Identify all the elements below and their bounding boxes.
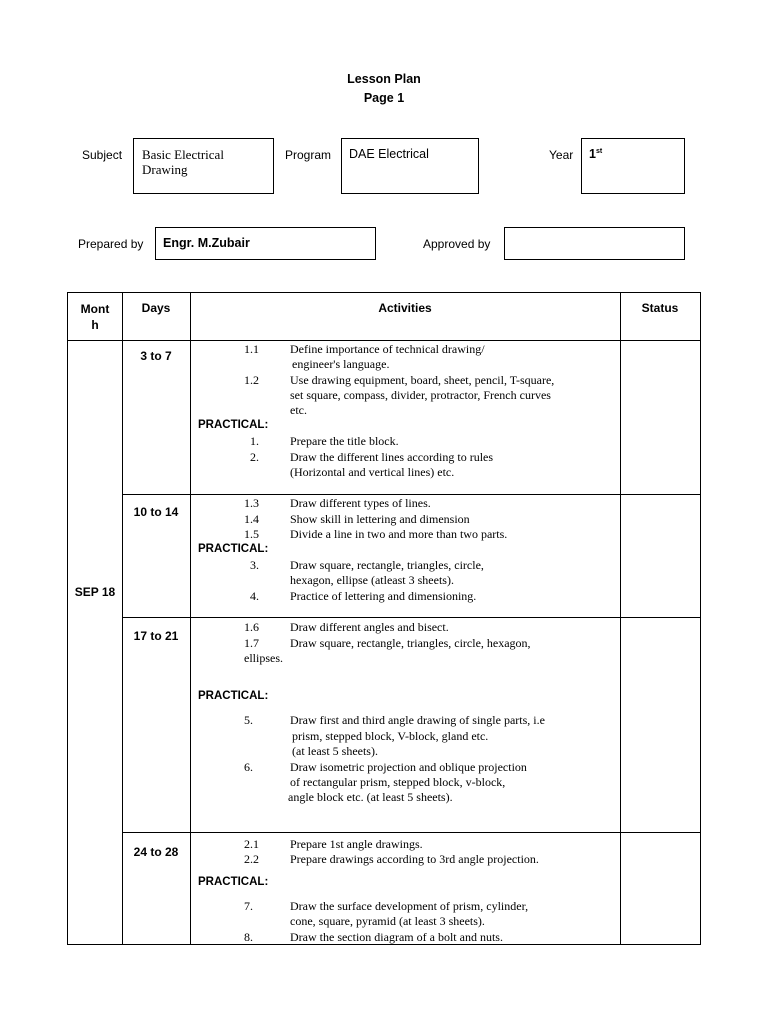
activity-line: prism, stepped block, V-block, gland etc. [292,729,489,743]
approved-by-box [504,227,685,260]
activity-line: Draw isometric projection and oblique projection [290,760,527,774]
activity-line: Prepare the title block. [290,434,399,448]
year-value: 1st [589,147,603,161]
subject-value-line2: Drawing [142,162,188,177]
activity-line: (at least 5 sheets). [292,744,378,758]
col-header-month: Mont h [80,302,110,332]
activity-line: Draw first and third angle drawing of single parts, i.e [290,713,545,727]
item-number: 5. [244,713,253,727]
program-box [341,138,479,194]
activity-line: Draw different types of lines. [290,496,431,510]
page-number: Page 1 [363,91,405,105]
prepared-by-box [155,227,376,260]
item-number: 1.5 [244,527,259,541]
days-week-4: 24 to 28 [133,845,179,859]
item-number: 2. [250,450,259,464]
activity-line: engineer's language. [292,357,390,371]
week-divider-2 [122,617,700,618]
week-divider-3 [122,832,700,833]
activity-line: Draw the section diagram of a bolt and nuts. [290,930,503,944]
subject-label: Subject [82,148,123,162]
prepared-by-label: Prepared by [78,237,144,251]
activity-line: Draw the surface development of prism, cylinder, [290,899,529,913]
prepared-by-value: Engr. M.Zubair [163,236,250,250]
activity-line: Divide a line in two and more than two parts. [290,527,508,541]
year-label: Year [549,148,574,162]
subject-box [133,138,274,194]
activity-line: Show skill in lettering and dimension [290,512,470,526]
activity-line: Draw the different lines according to rules [290,450,494,464]
days-week-2: 10 to 14 [133,505,179,519]
activity-line: Draw different angles and bisect. [290,620,449,634]
item-number: 1.6 [244,620,259,634]
activity-line: cone, square, pyramid (at least 3 sheets). [290,914,485,928]
activity-line: Draw square, rectangle, triangles, circle, [290,558,484,572]
document-title: Lesson Plan [347,72,421,86]
activity-line: ellipses. [244,651,283,665]
days-week-1: 3 to 7 [140,349,172,363]
practical-label: PRACTICAL: [198,690,269,702]
activity-line: Prepare drawings according to 3rd angle projection. [290,852,539,866]
activity-line: of rectangular prism, stepped block, v-block, [290,775,506,789]
activity-line: Practice of lettering and dimensioning. [290,589,477,603]
week-divider-1 [122,494,700,495]
divider-days-activities [190,293,191,944]
item-number: 8. [244,930,253,944]
item-number: 1.4 [244,512,259,526]
activity-line: etc. [290,403,307,417]
subject-value-line1: Basic Electrical [142,147,224,162]
divider-activities-status [620,293,621,944]
col-header-days: Days [141,301,171,315]
activity-line: Draw square, rectangle, triangles, circle, hexagon, [290,636,531,650]
days-week-3: 17 to 21 [133,629,179,643]
item-number: 4. [250,589,259,603]
item-number: 2.2 [244,852,259,866]
item-number: 1.1 [244,342,259,356]
activity-line: set square, compass, divider, protractor, French curves [290,388,551,402]
practical-label: PRACTICAL: [198,876,269,888]
item-number: 1.2 [244,373,259,387]
col-header-status: Status [641,301,679,315]
activity-line: angle block etc. (at least 5 sheets). [288,790,453,804]
activity-line: Define importance of technical drawing/ [290,342,485,356]
item-number: 7. [244,899,253,913]
program-value: DAE Electrical [349,147,429,161]
col-header-activities: Activities [378,301,432,315]
year-suffix: st [595,147,603,155]
month-cell: SEP 18 [74,585,116,599]
activity-line: Use drawing equipment, board, sheet, pencil, T-square, [290,373,555,387]
activity-line: Prepare 1st angle drawings. [290,837,423,851]
item-number: 1.3 [244,496,259,510]
item-number: 3. [250,558,259,572]
item-number: 6. [244,760,253,774]
approved-by-label: Approved by [423,237,491,251]
practical-label: PRACTICAL: [198,543,269,555]
item-number: 2.1 [244,837,259,851]
practical-label: PRACTICAL: [198,419,269,431]
header-divider [68,340,700,341]
item-number: 1.7 [244,636,259,650]
program-label: Program [285,148,332,162]
activity-line: hexagon, ellipse (atleast 3 sheets). [290,573,454,587]
year-box [581,138,685,194]
lesson-table [67,292,701,945]
activity-line: (Horizontal and vertical lines) etc. [290,465,455,479]
item-number: 1. [250,434,259,448]
